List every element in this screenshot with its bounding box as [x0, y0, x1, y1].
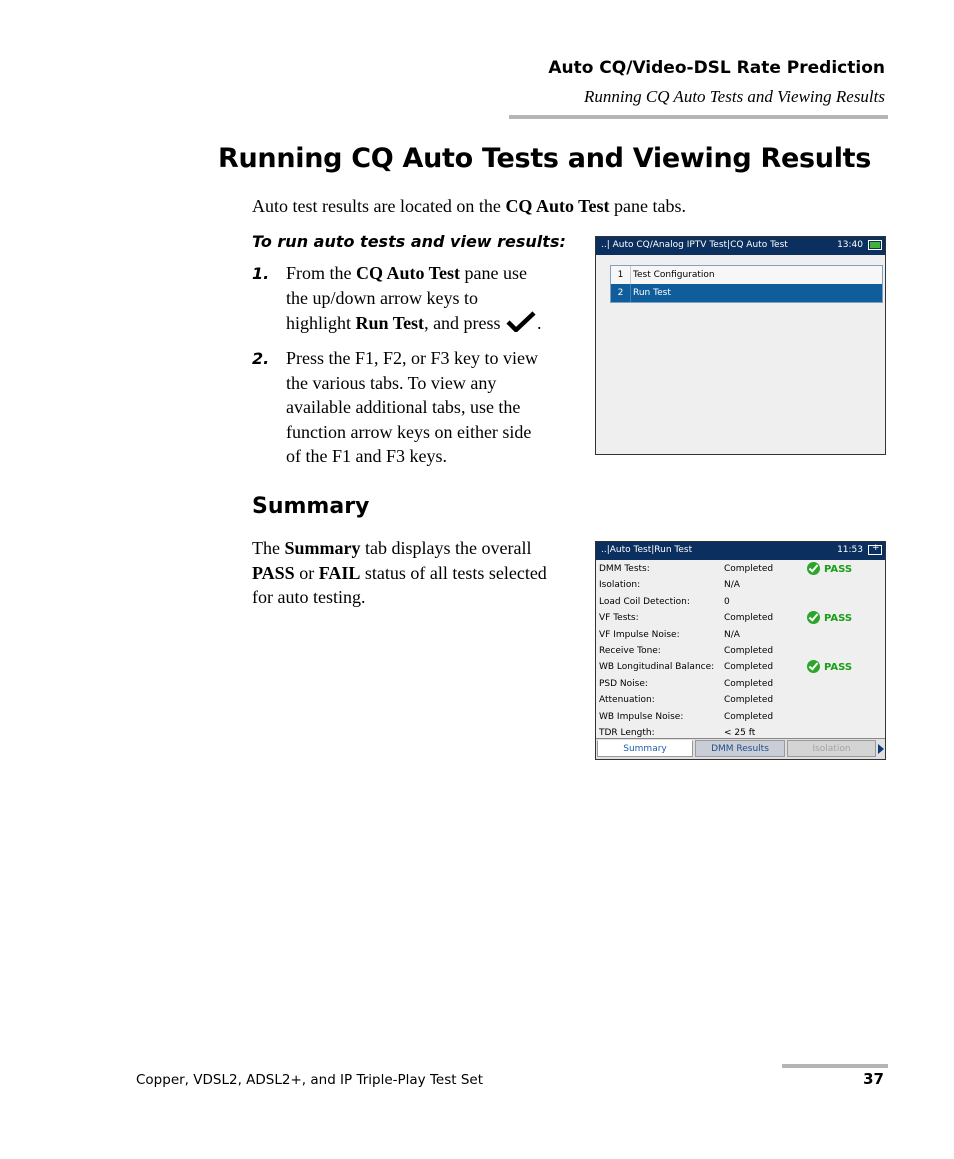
- result-row: [596, 692, 885, 708]
- result-label: VF Tests:: [599, 613, 639, 624]
- tab-dmm-results[interactable]: DMM Results: [695, 740, 785, 757]
- result-value: Completed: [724, 695, 774, 706]
- pass-status: [807, 611, 852, 624]
- result-label: Isolation:: [599, 580, 641, 591]
- battery-icon: [868, 240, 882, 250]
- result-value: Completed: [724, 678, 774, 689]
- step-2-text: Press the F1, F2, or F3 key to view the various tabs. To view any available additional tabs, use the function arrow keys on either side of the F1 and F3 keys.: [286, 348, 538, 467]
- device-title-bar: [596, 237, 885, 255]
- result-value: Completed: [724, 662, 774, 673]
- result-label: Load Coil Detection:: [599, 596, 690, 607]
- tab-bar: [596, 738, 885, 759]
- step-2-number: 2.: [252, 349, 270, 368]
- result-value: < 25 ft: [724, 728, 756, 738]
- pass-label: PASS: [824, 662, 853, 674]
- step-1-number: 1.: [252, 264, 270, 283]
- running-header-section: Running CQ Auto Tests and Viewing Results: [584, 87, 885, 106]
- header-rule: [509, 115, 888, 119]
- device-clock: 11:53: [837, 545, 863, 555]
- result-value: Completed: [724, 646, 774, 656]
- result-value: Completed: [724, 564, 774, 574]
- result-label: VF Impulse Noise:: [599, 629, 680, 640]
- intro-paragraph: Auto test results are located on the CQ Auto Test pane tabs.: [252, 196, 686, 216]
- pass-label: PASS: [824, 564, 853, 575]
- result-row: [596, 610, 885, 626]
- result-row: [596, 676, 885, 692]
- result-value: N/A: [724, 580, 740, 591]
- pass-check-icon: [807, 660, 820, 673]
- result-row: [596, 659, 885, 675]
- pass-status: [807, 660, 852, 673]
- menu-item-test-configuration[interactable]: 1 Test Configuration: [611, 266, 882, 284]
- screenshot-run-test-summary: [595, 541, 886, 760]
- result-label: PSD Noise:: [599, 678, 648, 689]
- device-clock: 13:40: [837, 240, 863, 250]
- running-header-chapter: Auto CQ/Video-DSL Rate Prediction: [548, 58, 885, 78]
- summary-heading: Summary: [252, 494, 370, 519]
- result-row: [596, 627, 885, 643]
- device-path: ..| Auto CQ/Analog IPTV Test|CQ Auto Test: [601, 240, 788, 250]
- checkmark-icon: [505, 310, 537, 332]
- step-1-text: From the CQ Auto Test pane use the up/down arrow keys to highlight Run Test, and press .: [286, 263, 542, 334]
- result-label: Attenuation:: [599, 695, 655, 706]
- device-path: ..|Auto Test|Run Test: [601, 545, 693, 555]
- test-menu: [610, 265, 883, 303]
- tab-isolation[interactable]: Isolation: [787, 740, 876, 757]
- result-value: Completed: [724, 613, 774, 624]
- result-label: WB Impulse Noise:: [599, 711, 684, 722]
- pass-status: [807, 562, 852, 575]
- result-row: [596, 709, 885, 725]
- result-row: [596, 643, 885, 659]
- result-label: DMM Tests:: [599, 564, 650, 574]
- result-label: TDR Length:: [599, 728, 655, 738]
- device-title-bar: [596, 542, 885, 560]
- page-number: 37: [863, 1070, 884, 1088]
- result-row: [596, 594, 885, 610]
- result-value: Completed: [724, 711, 774, 722]
- pass-check-icon: [807, 562, 820, 575]
- result-row: [596, 577, 885, 593]
- result-row: [596, 561, 885, 577]
- result-value: 0: [724, 596, 730, 607]
- tab-summary[interactable]: Summary: [597, 740, 693, 757]
- procedure-title: To run auto tests and view results:: [252, 232, 566, 251]
- result-label: Receive Tone:: [599, 646, 661, 656]
- footer-rule: [782, 1064, 888, 1068]
- summary-paragraph: The Summary tab displays the overall PASS or FAIL status of all tests selected for auto testing.: [252, 538, 547, 608]
- pass-label: PASS: [824, 613, 853, 625]
- menu-item-run-test[interactable]: 2 Run Test: [611, 284, 882, 302]
- pass-check-icon: [807, 611, 820, 624]
- footer-product-name: Copper, VDSL2, ADSL2+, and IP Triple-Play Test Set: [136, 1072, 484, 1088]
- result-value: N/A: [724, 629, 740, 640]
- arrow-right-icon[interactable]: [878, 744, 884, 754]
- page-title: Running CQ Auto Tests and Viewing Results: [218, 143, 872, 174]
- screenshot-cq-auto-test: [595, 236, 886, 455]
- result-label: WB Longitudinal Balance:: [599, 662, 715, 673]
- power-icon: [868, 545, 882, 555]
